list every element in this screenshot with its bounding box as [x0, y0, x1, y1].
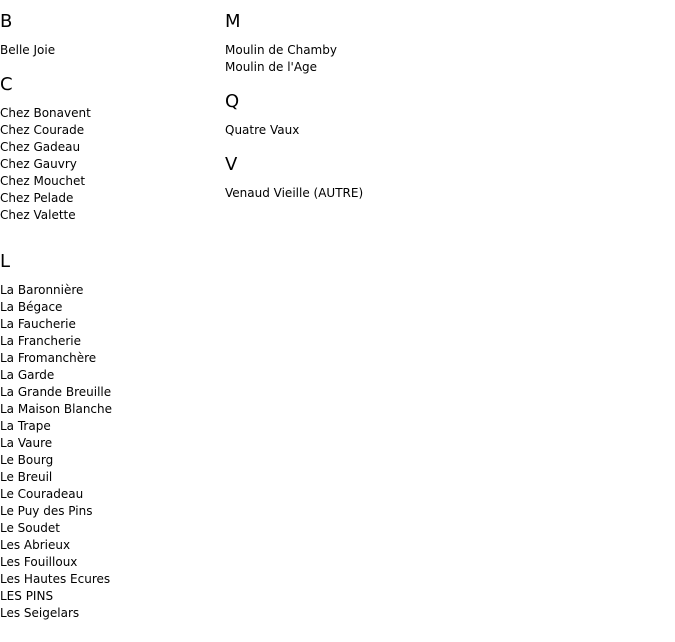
list-item: [0, 299, 220, 316]
list-item: [0, 367, 220, 384]
list-item: [0, 122, 220, 139]
place-link-la-maison-blanche[interactable]: La Maison Blanche: [0, 402, 113, 416]
list-item: [0, 418, 220, 435]
list-item: [0, 190, 220, 207]
place-link-le-soudet[interactable]: Le Soudet: [0, 521, 60, 535]
list-item: [0, 139, 220, 156]
list-item: [0, 207, 220, 224]
list-item: [0, 105, 220, 122]
place-link-la-vaure[interactable]: La Vaure: [0, 436, 53, 450]
list-item: [0, 435, 220, 452]
place-link-belle-joie[interactable]: Belle Joie: [0, 43, 56, 57]
place-link-la-fromanchere[interactable]: La Fromanchère: [0, 351, 97, 365]
place-link-chez-gadeau[interactable]: Chez Gadeau: [0, 140, 81, 154]
list-item: [0, 571, 220, 588]
list-item: [0, 173, 220, 190]
place-list: [0, 42, 220, 59]
letter-group-v: [225, 154, 525, 202]
list-item: [0, 486, 220, 503]
place-link-les-seigelars[interactable]: Les Seigelars: [0, 606, 80, 620]
list-item: [0, 503, 220, 520]
list-item: [0, 537, 220, 554]
group-spacer: [225, 139, 525, 143]
place-link-la-garde[interactable]: La Garde: [0, 368, 55, 382]
place-link-la-francherie[interactable]: La Francherie: [0, 334, 82, 348]
place-link-la-grande-breuille[interactable]: La Grande Breuille: [0, 385, 112, 399]
list-item: [0, 520, 220, 537]
place-link-chez-valette[interactable]: Chez Valette: [0, 208, 76, 222]
place-link-la-trape[interactable]: La Trape: [0, 419, 51, 433]
letter-group-l: [0, 251, 220, 622]
place-link-les-fouilloux[interactable]: Les Fouilloux: [0, 555, 78, 569]
place-list: [225, 42, 525, 76]
place-list: [225, 122, 525, 139]
letter-heading: Q: [225, 91, 240, 112]
letter-group-m: [225, 11, 525, 76]
place-link-chez-pelade[interactable]: Chez Pelade: [0, 191, 74, 205]
place-link-les-pins[interactable]: LES PINS: [0, 589, 54, 603]
place-list: [0, 105, 220, 224]
letter-heading: L: [0, 251, 11, 272]
group-spacer: [225, 76, 525, 80]
list-item: [0, 156, 220, 173]
list-item: [0, 469, 220, 486]
letter-heading: B: [0, 11, 13, 32]
place-link-les-hautes-ecures[interactable]: Les Hautes Ecures: [0, 572, 111, 586]
group-spacer: [0, 59, 220, 63]
place-link-chez-gauvry[interactable]: Chez Gauvry: [0, 157, 77, 171]
letter-group-q: [225, 91, 525, 139]
list-item: [225, 59, 525, 76]
place-link-les-abrieux[interactable]: Les Abrieux: [0, 538, 71, 552]
left-column: [0, 0, 220, 622]
list-item: [0, 401, 220, 418]
place-list: [225, 185, 525, 202]
place-link-la-faucherie[interactable]: La Faucherie: [0, 317, 76, 331]
list-item: [0, 350, 220, 367]
list-item: [0, 452, 220, 469]
list-item: [0, 588, 220, 605]
place-link-chez-courade[interactable]: Chez Courade: [0, 123, 85, 137]
place-link-quatre-vaux[interactable]: Quatre Vaux: [225, 123, 300, 137]
list-item: [225, 185, 525, 202]
letter-heading: V: [225, 154, 238, 175]
place-link-le-couradeau[interactable]: Le Couradeau: [0, 487, 84, 501]
letter-heading: M: [225, 11, 241, 32]
place-link-la-baronniere[interactable]: La Baronnière: [0, 283, 84, 297]
place-link-la-begace[interactable]: La Bégace: [0, 300, 63, 314]
place-link-moulin-de-l-age[interactable]: Moulin de l'Age: [225, 60, 318, 74]
place-link-moulin-de-chamby[interactable]: Moulin de Chamby: [225, 43, 337, 57]
list-item: [225, 122, 525, 139]
place-link-chez-bonavent[interactable]: Chez Bonavent: [0, 106, 91, 120]
place-list: [0, 282, 220, 622]
list-item: [0, 605, 220, 622]
place-link-venaud-vieille-autre[interactable]: Venaud Vieille (AUTRE): [225, 186, 364, 200]
letter-group-b: [0, 11, 220, 59]
place-link-le-breuil[interactable]: Le Breuil: [0, 470, 53, 484]
place-link-le-puy-des-pins[interactable]: Le Puy des Pins: [0, 504, 93, 518]
list-item: [225, 42, 525, 59]
list-item: [0, 554, 220, 571]
letter-heading: C: [0, 74, 13, 95]
list-item: [0, 384, 220, 401]
list-item: [0, 316, 220, 333]
list-item: [0, 282, 220, 299]
letter-group-c: [0, 74, 220, 224]
place-link-le-bourg[interactable]: Le Bourg: [0, 453, 54, 467]
list-item: [0, 42, 220, 59]
place-link-chez-mouchet[interactable]: Chez Mouchet: [0, 174, 86, 188]
group-spacer: [0, 224, 220, 240]
right-column: [225, 0, 525, 202]
list-item: [0, 333, 220, 350]
